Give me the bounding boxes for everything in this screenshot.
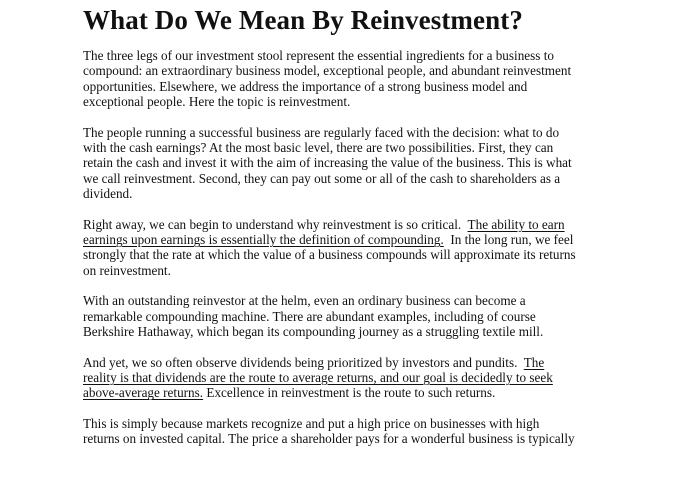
paragraph-line: opportunities. Elsewhere, we address the importance of a strong business model and: [83, 78, 528, 94]
document-title: What Do We Mean By Reinvestment?: [83, 5, 523, 35]
paragraph-6: [83, 416, 623, 447]
paragraph-line: retain the cash and invest it with the aim of increasing the value of the business. This is what: [83, 155, 572, 171]
paragraph-line: compound: an extraordinary business model, exceptional people, and abundant reinvestment: [83, 63, 572, 79]
underlined-text: The ability to earn: [467, 216, 565, 232]
paragraph-1: [83, 48, 623, 110]
paragraph-line: With an outstanding reinvestor at the helm, even an ordinary business can become a: [83, 293, 526, 309]
paragraph-line: returns on invested capital. The price a shareholder pays for a wonderful business is typically: [83, 431, 575, 447]
paragraph-line: dividend.: [83, 186, 133, 202]
plain-text: Right away, we can begin to understand why reinvestment is so critical.: [83, 216, 468, 232]
paragraph-4: [83, 293, 623, 339]
paragraph-line: on reinvestment.: [83, 262, 171, 278]
paragraph-line: we call reinvestment. Second, they can pay out some or all of the cash to shareholders as a: [83, 170, 561, 186]
underlined-text: reality is that dividends are the route to average returns, and our goal is decidedly to seek: [83, 369, 553, 385]
paragraph-line: exceptional people. Here the topic is reinvestment.: [83, 94, 351, 110]
paragraph-line: remarkable compounding machine. There are abundant examples, including of course: [83, 308, 536, 324]
plain-text: Excellence in reinvestment is the route to such returns.: [203, 385, 496, 401]
paragraph-line: [83, 355, 623, 370]
paragraph-5: [83, 355, 623, 401]
paragraph-line: Berkshire Hathaway, which began its compounding journey as a struggling textile mill.: [83, 324, 544, 340]
paragraph-line: [83, 385, 623, 400]
paragraph-line: The people running a successful business are regularly faced with the decision: what to do: [83, 124, 560, 140]
underlined-text: earnings upon earnings is essentially the definition of compounding.: [83, 232, 444, 248]
paragraph-line: [83, 370, 623, 385]
document-page: [83, 0, 623, 462]
underlined-text: The: [523, 354, 545, 370]
paragraph-line: with the cash earnings? At the most basic level, there are two possibilities. First, they can: [83, 140, 554, 156]
paragraph-3: [83, 217, 623, 279]
paragraph-line: The three legs of our investment stool represent the essential ingredients for a business to: [83, 48, 554, 63]
underlined-text: above-average returns.: [83, 385, 204, 401]
paragraph-line: [83, 217, 623, 232]
paragraph-line: This is simply because markets recognize and put a high price on businesses with high: [83, 415, 540, 431]
plain-text: In the long run, we feel: [443, 232, 574, 248]
plain-text: And yet, we so often observe dividends being prioritized by investors and pundits.: [83, 354, 524, 370]
paragraph-line: strongly that the rate at which the value of a business compounds will approximate its returns: [83, 247, 576, 263]
paragraph-line: [83, 232, 623, 247]
paragraph-2: [83, 125, 623, 202]
